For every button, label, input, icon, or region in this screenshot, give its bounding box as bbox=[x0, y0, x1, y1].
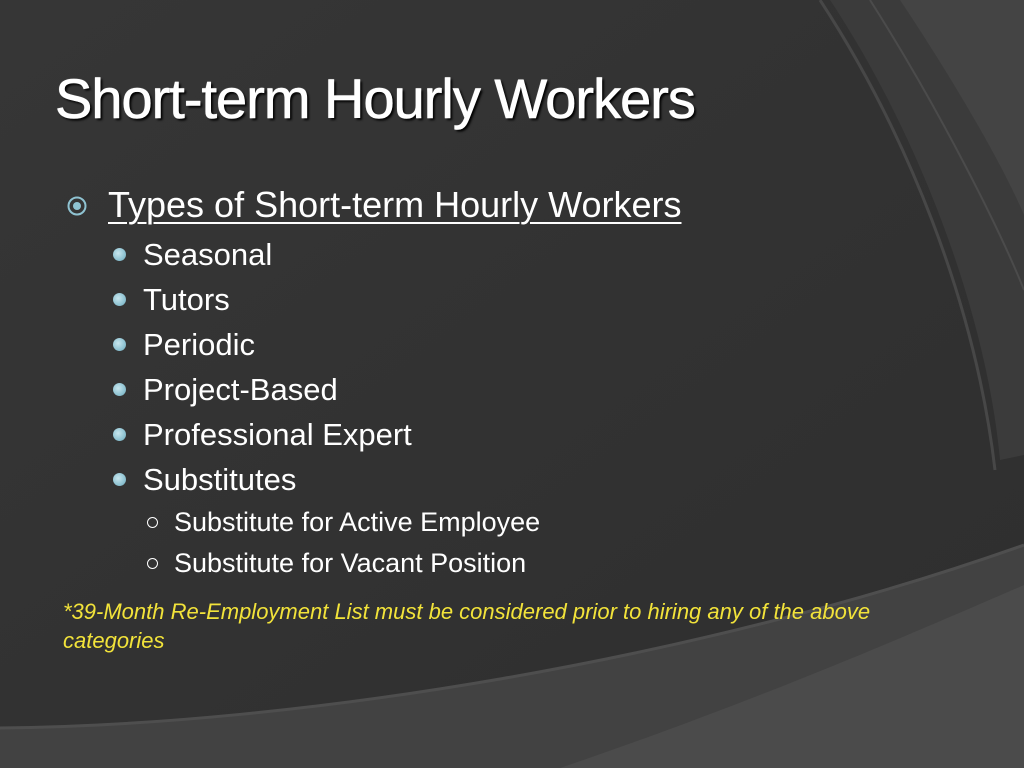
list-item-label: Periodic bbox=[143, 326, 255, 362]
list-item-label: Professional Expert bbox=[143, 416, 412, 452]
bullet-dot-icon bbox=[113, 248, 126, 261]
circled-dot-icon bbox=[66, 195, 88, 217]
bullet-dot-icon bbox=[113, 338, 126, 351]
list-item bbox=[113, 322, 412, 367]
list-item bbox=[113, 412, 412, 457]
category-list bbox=[113, 232, 412, 502]
slide-title: Short-term Hourly Workers bbox=[55, 67, 695, 130]
section-heading: Types of Short-term Hourly Workers bbox=[108, 184, 682, 225]
sub-list-item bbox=[147, 543, 540, 584]
list-item bbox=[113, 367, 412, 412]
list-item-label: Seasonal bbox=[143, 236, 273, 272]
substitute-sublist bbox=[147, 502, 540, 584]
bullet-dot-icon bbox=[113, 383, 126, 396]
list-item-label: Project-Based bbox=[143, 371, 338, 407]
list-item bbox=[113, 232, 412, 277]
list-item bbox=[113, 457, 412, 502]
list-item-label: Substitutes bbox=[143, 461, 297, 497]
list-item bbox=[113, 277, 412, 322]
sub-list-item-label: Substitute for Vacant Position bbox=[174, 548, 527, 578]
bullet-dot-icon bbox=[113, 473, 126, 486]
heading-bullet-row bbox=[66, 184, 682, 226]
list-item-label: Tutors bbox=[143, 281, 230, 317]
bullet-dot-icon bbox=[113, 293, 126, 306]
sub-list-item bbox=[147, 502, 540, 543]
bullet-dot-icon bbox=[113, 428, 126, 441]
hollow-circle-bullet-icon bbox=[147, 558, 158, 569]
hollow-circle-bullet-icon bbox=[147, 517, 158, 528]
sub-list-item-label: Substitute for Active Employee bbox=[174, 507, 541, 537]
footnote: *39-Month Re-Employment List must be considered prior to hiring any of the above categories bbox=[63, 599, 871, 653]
